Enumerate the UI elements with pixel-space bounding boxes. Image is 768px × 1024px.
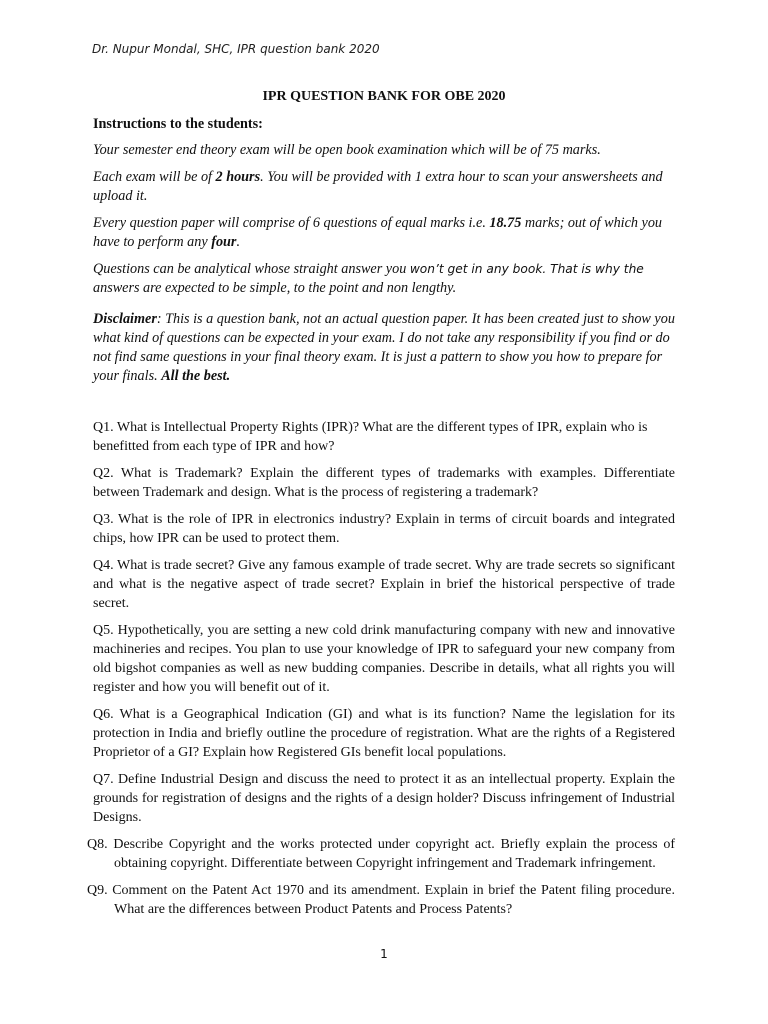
instruction-duration bbox=[93, 168, 675, 206]
instruction-duration-hours: 2 hours bbox=[215, 169, 261, 185]
instruction-exam-type: Your semester end theory exam will be open book examination which will be of 75 marks. bbox=[93, 142, 601, 158]
instruction-duration-extra: . You will be provided with 1 extra hour to scan your answersheets and upload it. bbox=[93, 169, 663, 204]
running-header: Dr. Nupur Mondal, SHC, IPR question bank 2020 bbox=[92, 42, 380, 56]
instruction-paper-format bbox=[93, 214, 675, 252]
instruction-answer-sans: won’t get in any book. That is why the bbox=[409, 262, 644, 276]
disclaimer bbox=[93, 310, 675, 386]
question-item: Q6. What is a Geographical Indication (GI) and what is its function? Name the legislation for its protection in India and briefly outline the procedure of registration. What are the rights of a Registered Proprietor of a GI? Explain how Registered GIs benefit local populations. bbox=[93, 707, 675, 760]
instruction-format-text: Every question paper will comprise of 6 questions of equal marks i.e. bbox=[93, 215, 490, 231]
instruction-format-end: . bbox=[236, 234, 240, 250]
question-item: Q3. What is the role of IPR in electronics industry? Explain in terms of circuit boards and integrated chips, how IPR can be used to protect them. bbox=[93, 512, 675, 546]
instructions-section bbox=[93, 115, 675, 394]
question-item: Q5. Hypothetically, you are setting a new cold drink manufacturing company with new and innovative machineries and recipes. You plan to use your knowledge of IPR to safeguard your new company from old bigshot companies as well as new budding companies. Describe in details, what all rights you will register and how you will benefit out of it. bbox=[93, 623, 675, 695]
disclaimer-label: Disclaimer bbox=[93, 311, 157, 327]
instruction-format-marks: 18.75 bbox=[489, 215, 522, 231]
question-item: Q8. Describe Copyright and the works protected under copyright act. Briefly explain the process of obtaining copyright. Differentiate between Copyright infringement and Trademark infringement. bbox=[87, 837, 675, 871]
instruction-answer-style bbox=[93, 260, 675, 298]
disclaimer-closing: All the best. bbox=[161, 368, 231, 384]
instructions-heading: Instructions to the students: bbox=[93, 116, 263, 132]
question-item: Q2. What is Trademark? Explain the different types of trademarks with examples. Differentiate between Trademark and design. What is the process of registering a trademark? bbox=[93, 466, 675, 500]
question-item: Q7. Define Industrial Design and discuss the need to protect it as an intellectual property. Explain the grounds for registration of designs and the rights of a design holder? Discuss infringement of Industrial Designs. bbox=[93, 772, 675, 825]
document-title: IPR QUESTION BANK FOR OBE 2020 bbox=[262, 89, 506, 104]
disclaimer-text: : This is a question bank, not an actual question paper. It has been created just to show you what kind of questions can be expected in your exam. I do not take any responsibility if you find or do not find same questions in your final theory exam. It is just a pattern to show you how to prepare for your finals. bbox=[93, 311, 675, 384]
question-item: Q1. What is Intellectual Property Rights (IPR)? What are the different types of IPR, explain who is benefitted from each type of IPR and how? bbox=[93, 420, 648, 454]
instruction-answer-end: answers are expected to be simple, to the point and non lengthy. bbox=[93, 280, 457, 296]
question-list bbox=[87, 418, 675, 927]
instruction-duration-text: Each exam will be of bbox=[93, 169, 216, 185]
instruction-format-count: four bbox=[211, 234, 237, 250]
instruction-format-middle: marks; out of which you have to perform any bbox=[93, 215, 663, 250]
page-number: 1 bbox=[380, 947, 388, 961]
question-item: Q4. What is trade secret? Give any famous example of trade secret. Why are trade secrets so significant and what is the negative aspect of trade secret? Explain in brief the historical perspective of trade secret. bbox=[93, 558, 675, 611]
instruction-answer-text: Questions can be analytical whose straight answer you bbox=[93, 261, 410, 277]
question-item: Q9. Comment on the Patent Act 1970 and its amendment. Explain in brief the Patent filing procedure. What are the differences between Product Patents and Process Patents? bbox=[87, 883, 675, 917]
